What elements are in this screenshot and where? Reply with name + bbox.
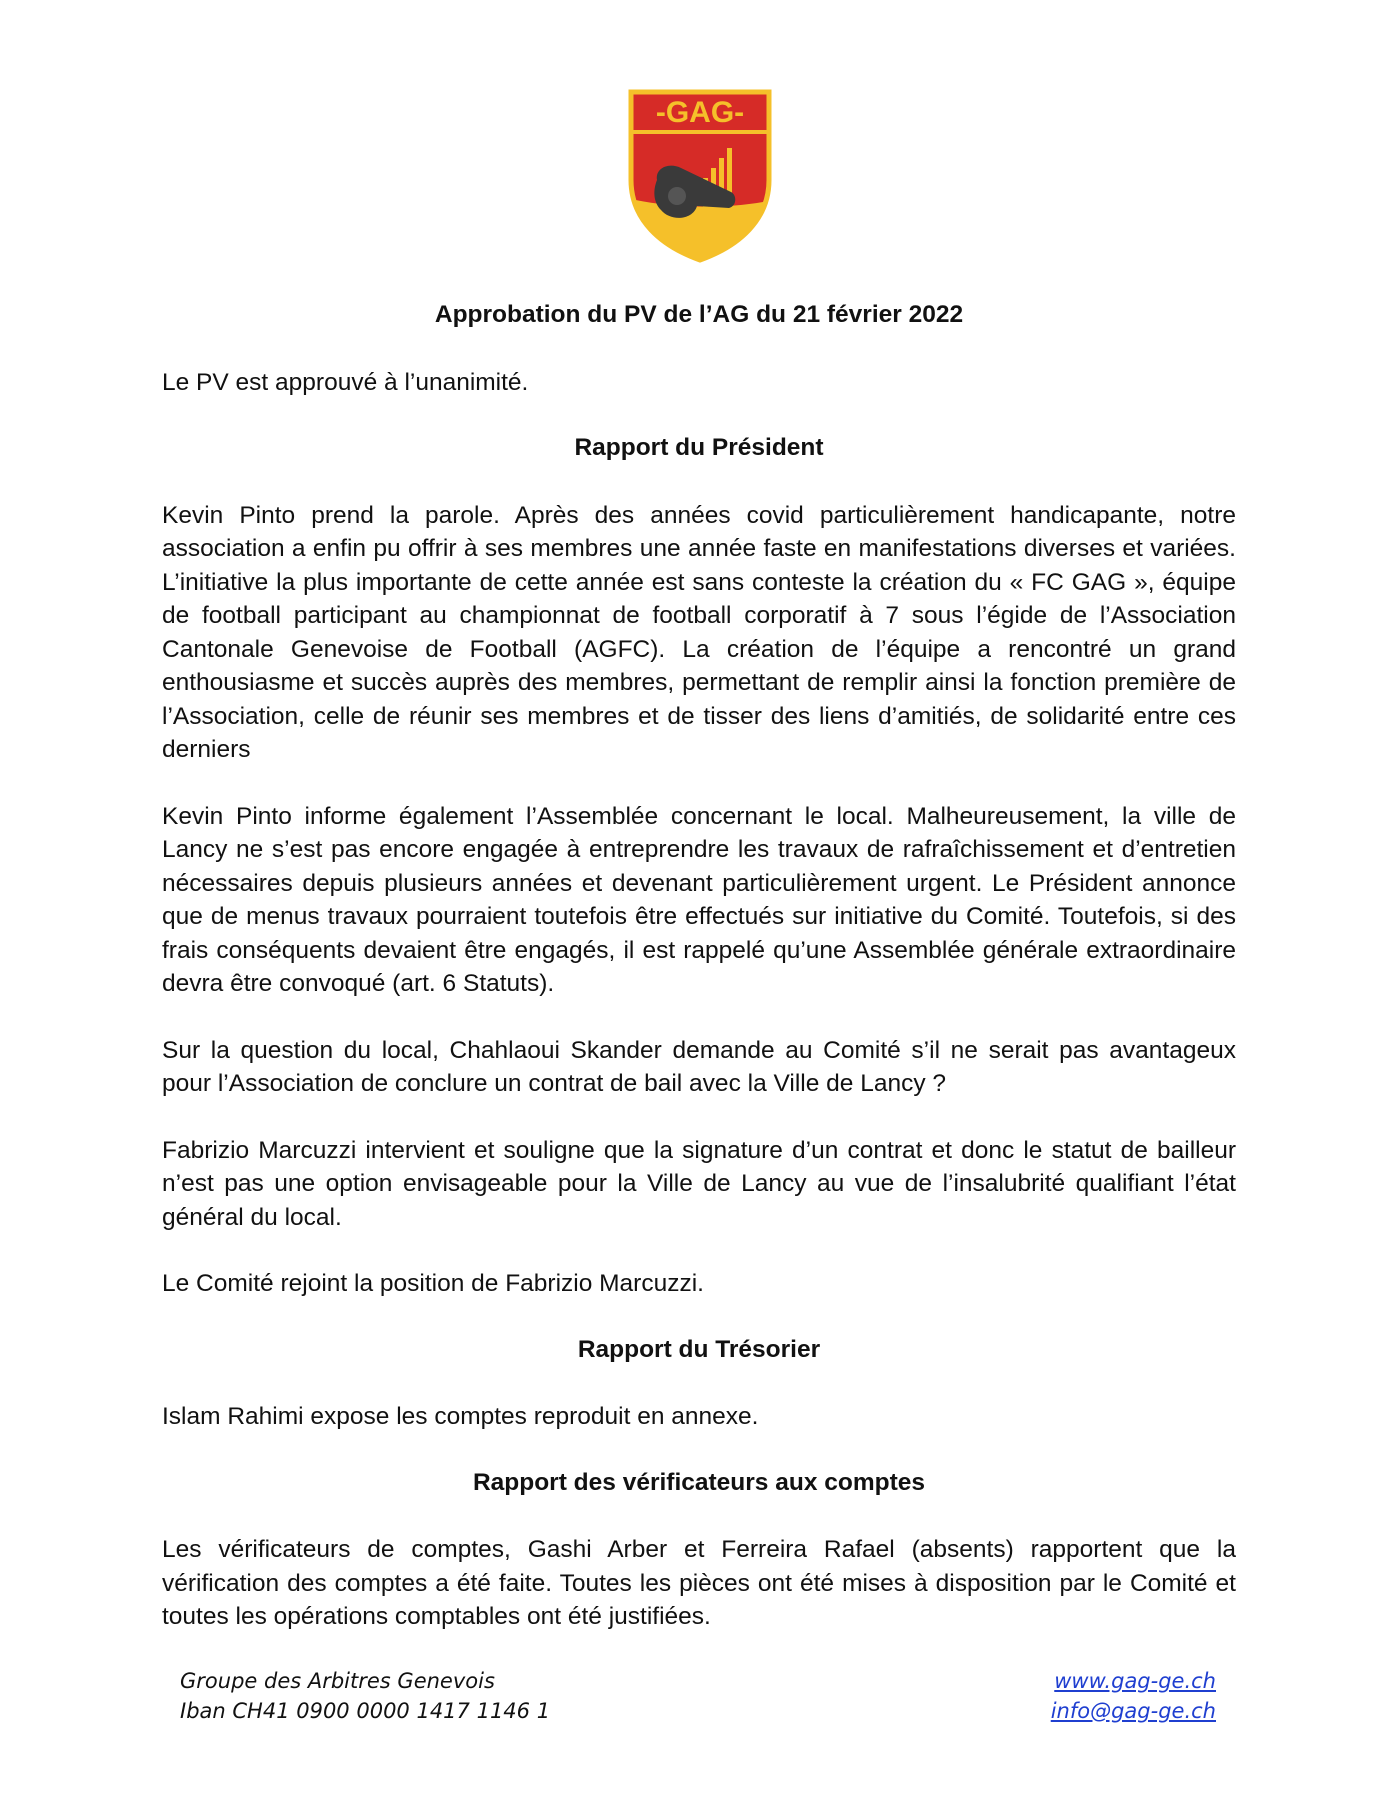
paragraph: Islam Rahimi expose les comptes reproduit en annexe.	[162, 1403, 759, 1430]
footer-right	[1051, 1666, 1216, 1726]
website-link[interactable]: www.gag-ge.ch	[1054, 1669, 1216, 1693]
paragraph: Fabrizio Marcuzzi intervient et souligne que la signature d’un contrat et donc le statut de bailleur n’est pas une option envisageable pour la Ville de Lancy au vue de l’insalubrité qualifiant l’état général du local.	[162, 1136, 1236, 1231]
logo-text: -GAG-	[655, 96, 745, 129]
footer-left	[180, 1666, 550, 1726]
gag-logo	[627, 88, 773, 264]
paragraph: Le PV est approuvé à l’unanimité.	[162, 368, 529, 396]
paragraph: Le Comité rejoint la position de Fabrizio Marcuzzi.	[162, 1270, 704, 1297]
section-heading: Approbation du PV de l’AG du 21 février 2022	[434, 301, 964, 328]
section-heading: Rapport du Trésorier	[577, 1335, 821, 1363]
section-heading: Rapport du Président	[574, 434, 824, 461]
paragraph: Les vérificateurs de comptes, Gashi Arber et Ferreira Rafael (absents) rapportent que la vérification des comptes a été faite. Toutes les pièces ont été mises à disposition par le Comité et toutes les opérations comptables ont été justifiées.	[162, 1536, 1236, 1630]
footer-iban: Iban CH41 0900 0000 1417 1146 1	[180, 1699, 551, 1723]
document-body	[162, 298, 1236, 1666]
email-link[interactable]: info@gag-ge.ch	[1050, 1699, 1216, 1723]
paragraph: Kevin Pinto prend la parole. Après des années covid particulièrement handicapante, notre association a enfin pu offrir à ses membres une année faste en manifestations diverses et variées. L’initiative la plus importante de cette année est sans conteste la création du « FC GAG », équipe de football participant au championnat de football corporatif à 7 sous l’égide de l’Association Cantonale Genevoise de Football (AGFC). La création de l’équipe a rencontré un grand enthousiasme et succès auprès des membres, permettant de remplir ainsi la fonction première de l’Association, celle de réunir ses membres et de tisser des liens d’amitiés, de solidarité entre ces derniers	[162, 501, 1236, 763]
footer-org-name: Groupe des Arbitres Genevois	[180, 1669, 495, 1693]
section-heading: Rapport des vérificateurs aux comptes	[472, 1468, 926, 1496]
paragraph: Kevin Pinto informe également l’Assemblée concernant le local. Malheureusement, la ville de Lancy ne s’est pas encore engagée à entreprendre les travaux de rafraîchissement et d’entretien nécessaires depuis plusieurs années et devenant particulièrement urgent. Le Président annonce que de menus travaux pourraient toutefois être effectués sur initiative du Comité. Toutefois, si des frais conséquents devaient être engagés, il est rappelé qu’une Assemblée générale extraordinaire devra être convoqué (art. 6 Statuts).	[162, 802, 1236, 997]
paragraph: Sur la question du local, Chahlaoui Skander demande au Comité s’il ne serait pas avantageux pour l’Association de conclure un contrat de bail avec la Ville de Lancy ?	[162, 1036, 1236, 1097]
